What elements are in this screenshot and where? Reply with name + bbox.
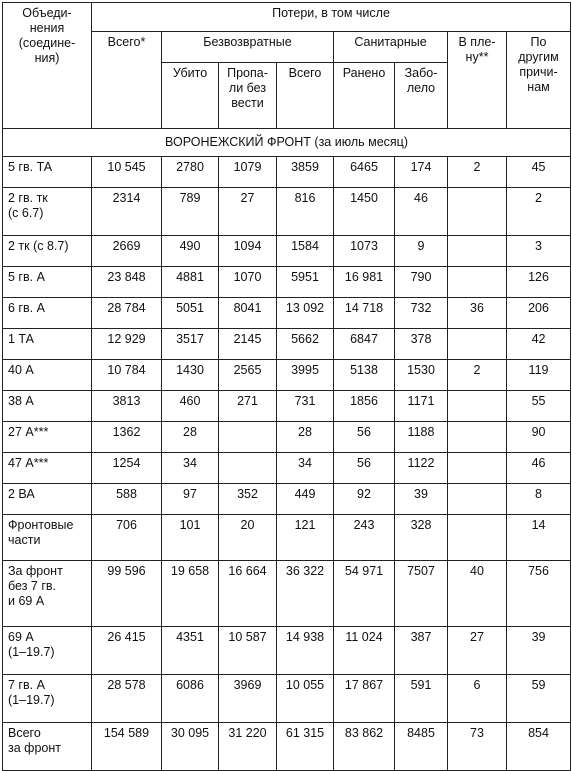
row-label: 38 А	[3, 391, 92, 422]
table-row	[3, 675, 571, 723]
table-row	[3, 391, 571, 422]
document-page	[2, 2, 571, 771]
table-cell: 19 658	[162, 561, 219, 627]
table-cell: 1073	[334, 236, 395, 267]
table-cell: 243	[334, 515, 395, 561]
table-cell: 1079	[219, 157, 277, 188]
table-row	[3, 157, 571, 188]
table-cell	[448, 484, 507, 515]
table-cell	[448, 188, 507, 236]
table-cell: 449	[277, 484, 334, 515]
table-cell: 2	[507, 188, 571, 236]
table-cell: 854	[507, 723, 571, 771]
table-cell: 591	[395, 675, 448, 723]
header-unit-text: Объеди- нения (соедине- ния)	[18, 6, 76, 65]
row-label: Всего за фронт	[3, 723, 92, 771]
table-cell: 10 784	[92, 360, 162, 391]
table-cell: 119	[507, 360, 571, 391]
table-cell: 46	[507, 453, 571, 484]
table-row	[3, 298, 571, 329]
section-title: ВОРОНЕЖСКИЙ ФРОНТ (за июль месяц)	[3, 129, 571, 157]
header-irrecoverable-total: Всего	[277, 63, 334, 129]
table-cell: 39	[507, 627, 571, 675]
table-cell: 706	[92, 515, 162, 561]
header-killed: Убито	[162, 63, 219, 129]
table-cell: 1584	[277, 236, 334, 267]
table-cell: 4351	[162, 627, 219, 675]
table-cell: 154 589	[92, 723, 162, 771]
header-wounded: Ранено	[334, 63, 395, 129]
table-cell: 8	[507, 484, 571, 515]
table-cell: 28	[162, 422, 219, 453]
table-cell: 174	[395, 157, 448, 188]
table-cell: 2669	[92, 236, 162, 267]
table-cell: 14	[507, 515, 571, 561]
table-cell	[448, 422, 507, 453]
table-cell	[448, 453, 507, 484]
table-cell: 121	[277, 515, 334, 561]
table-row	[3, 422, 571, 453]
table-cell: 1254	[92, 453, 162, 484]
table-cell: 6	[448, 675, 507, 723]
header-other-causes: По другим причи- нам	[507, 32, 571, 129]
table-row	[3, 723, 571, 771]
table-row	[3, 515, 571, 561]
table-cell: 56	[334, 453, 395, 484]
row-label: 5 гв. ТА	[3, 157, 92, 188]
table-cell: 6086	[162, 675, 219, 723]
table-cell: 328	[395, 515, 448, 561]
table-cell: 1122	[395, 453, 448, 484]
row-label: 1 ТА	[3, 329, 92, 360]
table-row	[3, 329, 571, 360]
table-row	[3, 188, 571, 236]
table-cell: 26 415	[92, 627, 162, 675]
table-cell: 1530	[395, 360, 448, 391]
table-cell: 756	[507, 561, 571, 627]
table-cell	[448, 329, 507, 360]
table-cell: 34	[277, 453, 334, 484]
table-cell: 12 929	[92, 329, 162, 360]
table-cell: 10 055	[277, 675, 334, 723]
table-cell: 36 322	[277, 561, 334, 627]
row-label: 2 ВА	[3, 484, 92, 515]
table-cell: 3813	[92, 391, 162, 422]
table-cell: 271	[219, 391, 277, 422]
table-cell	[448, 236, 507, 267]
table-cell: 126	[507, 267, 571, 298]
table-cell: 17 867	[334, 675, 395, 723]
table-cell: 352	[219, 484, 277, 515]
table-cell	[448, 267, 507, 298]
table-cell: 54 971	[334, 561, 395, 627]
table-cell: 34	[162, 453, 219, 484]
row-label: 6 гв. А	[3, 298, 92, 329]
table-cell: 31 220	[219, 723, 277, 771]
table-header	[3, 3, 571, 129]
row-label: 69 А (1–19.7)	[3, 627, 92, 675]
table-row	[3, 267, 571, 298]
table-cell: 16 664	[219, 561, 277, 627]
table-cell: 5662	[277, 329, 334, 360]
table-row	[3, 236, 571, 267]
table-cell: 2565	[219, 360, 277, 391]
table-cell: 8041	[219, 298, 277, 329]
table-cell: 5138	[334, 360, 395, 391]
row-label: 7 гв. А (1–19.7)	[3, 675, 92, 723]
table-cell: 731	[277, 391, 334, 422]
table-cell: 3995	[277, 360, 334, 391]
table-cell: 101	[162, 515, 219, 561]
table-cell: 27	[219, 188, 277, 236]
table-cell: 27	[448, 627, 507, 675]
table-cell: 10 587	[219, 627, 277, 675]
row-label: 40 А	[3, 360, 92, 391]
table-cell: 460	[162, 391, 219, 422]
table-cell: 6847	[334, 329, 395, 360]
table-cell: 3	[507, 236, 571, 267]
table-cell: 3969	[219, 675, 277, 723]
row-label: 5 гв. А	[3, 267, 92, 298]
table-cell: 11 024	[334, 627, 395, 675]
header-irrecoverable: Безвозвратные	[162, 32, 334, 63]
table-cell: 39	[395, 484, 448, 515]
section-row	[3, 129, 571, 157]
table-cell: 97	[162, 484, 219, 515]
table-cell	[448, 515, 507, 561]
table-cell: 790	[395, 267, 448, 298]
table-cell: 2145	[219, 329, 277, 360]
row-label: 2 тк (с 8.7)	[3, 236, 92, 267]
table-cell: 36	[448, 298, 507, 329]
table-cell: 1362	[92, 422, 162, 453]
table-cell: 99 596	[92, 561, 162, 627]
table-cell: 90	[507, 422, 571, 453]
table-cell: 3517	[162, 329, 219, 360]
table-cell: 5051	[162, 298, 219, 329]
table-cell: 92	[334, 484, 395, 515]
table-cell	[219, 453, 277, 484]
table-cell: 40	[448, 561, 507, 627]
table-cell: 2780	[162, 157, 219, 188]
table-cell: 73	[448, 723, 507, 771]
table-row	[3, 561, 571, 627]
losses-table	[2, 2, 571, 771]
table-cell: 56	[334, 422, 395, 453]
table-cell: 2	[448, 360, 507, 391]
table-cell: 83 862	[334, 723, 395, 771]
table-cell: 4881	[162, 267, 219, 298]
table-row	[3, 453, 571, 484]
table-cell: 14 718	[334, 298, 395, 329]
table-cell: 6465	[334, 157, 395, 188]
table-cell: 16 981	[334, 267, 395, 298]
row-label: 47 А***	[3, 453, 92, 484]
table-cell: 732	[395, 298, 448, 329]
table-row	[3, 627, 571, 675]
table-cell: 13 092	[277, 298, 334, 329]
table-cell: 59	[507, 675, 571, 723]
table-cell: 1094	[219, 236, 277, 267]
table-cell: 46	[395, 188, 448, 236]
header-unit	[3, 3, 92, 129]
table-cell: 8485	[395, 723, 448, 771]
table-cell: 55	[507, 391, 571, 422]
table-cell: 1450	[334, 188, 395, 236]
row-label: 2 гв. тк (с 6.7)	[3, 188, 92, 236]
header-losses-including: Потери, в том числе	[92, 3, 571, 32]
table-cell: 30 095	[162, 723, 219, 771]
table-cell: 2314	[92, 188, 162, 236]
table-cell: 7507	[395, 561, 448, 627]
table-cell: 28 578	[92, 675, 162, 723]
table-cell: 1856	[334, 391, 395, 422]
table-cell: 20	[219, 515, 277, 561]
table-cell: 23 848	[92, 267, 162, 298]
table-cell: 10 545	[92, 157, 162, 188]
table-cell	[219, 422, 277, 453]
header-sick: Забо- лело	[395, 63, 448, 129]
table-cell: 5951	[277, 267, 334, 298]
header-total: Всего*	[92, 32, 162, 129]
table-cell: 816	[277, 188, 334, 236]
table-row	[3, 360, 571, 391]
table-cell: 28	[277, 422, 334, 453]
table-cell: 28 784	[92, 298, 162, 329]
header-sanitary: Санитарные	[334, 32, 448, 63]
table-cell: 789	[162, 188, 219, 236]
table-cell: 387	[395, 627, 448, 675]
table-cell	[448, 391, 507, 422]
table-cell: 61 315	[277, 723, 334, 771]
table-cell: 588	[92, 484, 162, 515]
row-label: 27 А***	[3, 422, 92, 453]
table-cell: 490	[162, 236, 219, 267]
table-cell: 42	[507, 329, 571, 360]
header-captured: В пле- ну**	[448, 32, 507, 129]
table-cell: 45	[507, 157, 571, 188]
table-cell: 206	[507, 298, 571, 329]
row-label: Фронтовые части	[3, 515, 92, 561]
table-cell: 9	[395, 236, 448, 267]
row-label: За фронт без 7 гв. и 69 А	[3, 561, 92, 627]
table-cell: 378	[395, 329, 448, 360]
table-cell: 1188	[395, 422, 448, 453]
table-cell: 3859	[277, 157, 334, 188]
table-row	[3, 484, 571, 515]
table-cell: 2	[448, 157, 507, 188]
table-cell: 14 938	[277, 627, 334, 675]
header-missing: Пропа- ли без вести	[219, 63, 277, 129]
table-body	[3, 129, 571, 771]
table-cell: 1070	[219, 267, 277, 298]
table-cell: 1430	[162, 360, 219, 391]
table-cell: 1171	[395, 391, 448, 422]
